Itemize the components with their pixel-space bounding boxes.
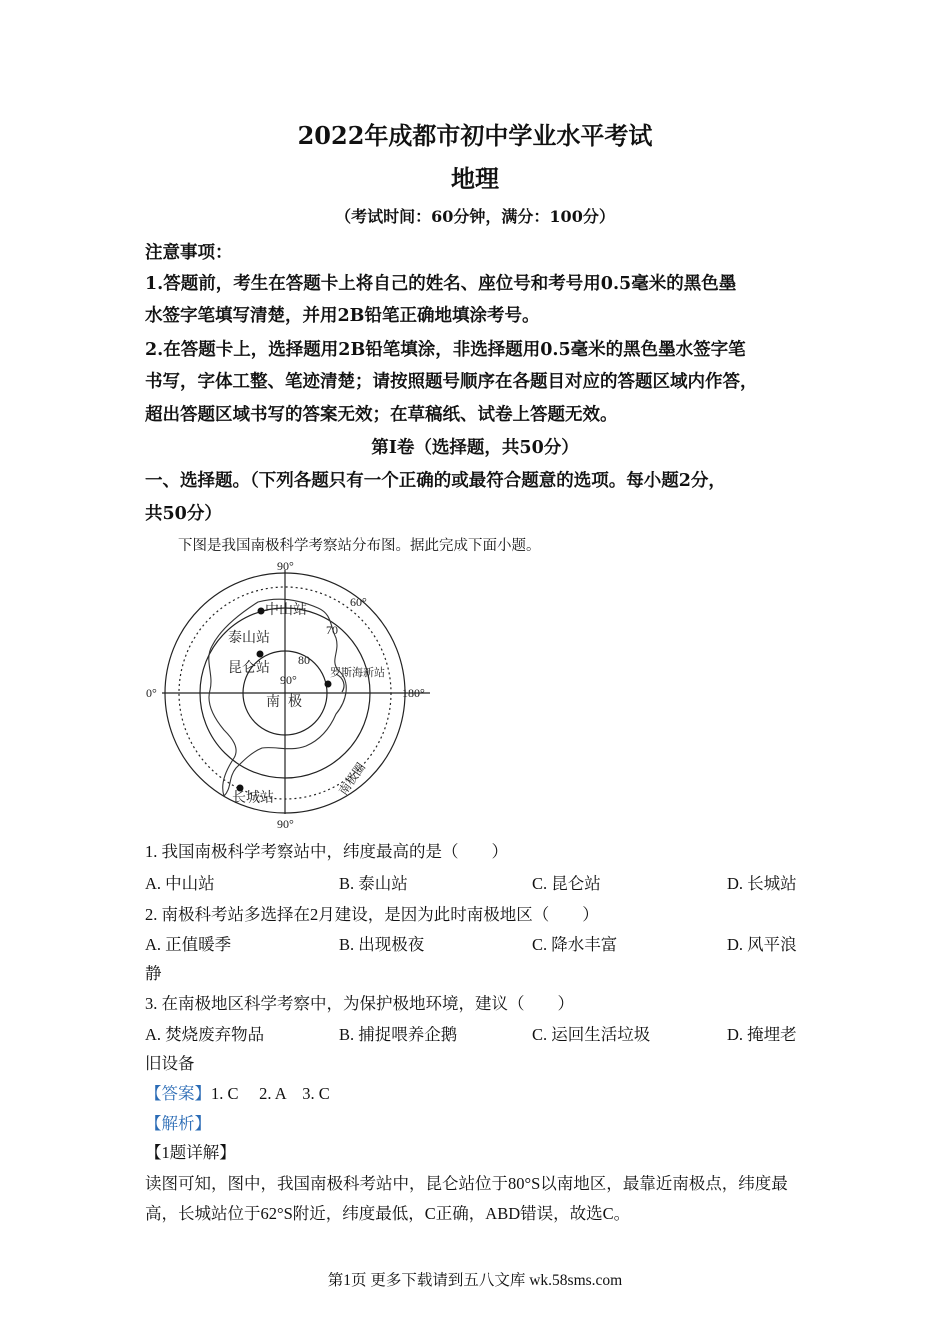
notice-heading: 注意事项： xyxy=(145,243,233,263)
lat-70-label: 70 xyxy=(326,623,338,637)
luosi-station-label: 罗斯海新站 xyxy=(330,666,385,679)
lon-bottom-label: 90° xyxy=(277,817,294,831)
question-3-option-d: D. 掩埋老 xyxy=(727,1025,797,1044)
lat-60-label: 60° xyxy=(350,595,367,609)
exam-info: （考试时间：60分钟，满分：100分） xyxy=(335,207,615,226)
answer-label: 【答案】 xyxy=(145,1084,211,1103)
zhongshan-station-label: 中山站 xyxy=(265,602,307,618)
lon-right-label: 180° xyxy=(402,686,425,700)
answer-text: 1. C 2. A 3. C xyxy=(211,1084,330,1103)
page-footer: 第1页 更多下载请到五八文库 wk.58sms.com xyxy=(327,1272,623,1289)
question-1-option-c: C. 昆仑站 xyxy=(532,874,601,893)
notice-item2-line3: 超出答题区域书写的答案无效；在草稿纸、试卷上答题无效。 xyxy=(145,405,618,425)
exam-title: 2022年成都市初中学业水平考试 xyxy=(297,121,653,150)
notice-item2-line1: 2.在答题卡上，选择题用2B铅笔填涂，非选择题用0.5毫米的黑色墨水签字笔 xyxy=(145,340,746,360)
pole-label-1: 南 xyxy=(266,694,280,710)
lon-left-label: 0° xyxy=(146,686,157,700)
pole-label-2: 极 xyxy=(288,694,302,710)
question-2-stem: 2. 南极科考站多选择在2月建设，是因为此时南极地区（ ） xyxy=(145,905,599,924)
analysis-label: 【解析】 xyxy=(145,1114,211,1133)
lat-90-label: 90° xyxy=(280,673,297,687)
question-1-stem: 1. 我国南极科学考察站中，纬度最高的是（ ） xyxy=(145,842,508,861)
luosi-station-marker xyxy=(325,681,332,688)
lat-80-label: 80 xyxy=(298,653,310,667)
question-3-option-a: A. 焚烧废弃物品 xyxy=(145,1025,265,1044)
section-heading-line1: 一、选择题。（下列各题只有一个正确的或最符合题意的选项。每小题2分， xyxy=(145,471,726,491)
notice-item1-line1: 1.答题前，考生在答题卡上将自己的姓名、座位号和考号用0.5毫米的黑色墨 xyxy=(145,274,737,294)
changcheng-station-label: 长城站 xyxy=(232,790,274,806)
question-3-stem: 3. 在南极地区科学考察中，为保护极地环境，建议（ ） xyxy=(145,994,574,1013)
exam-subject: 地理 xyxy=(451,164,499,193)
volume-title: 第Ⅰ卷（选择题，共50分） xyxy=(371,438,579,458)
detail-line1: 读图可知，图中，我国南极科考站中，昆仑站位于80°S以南地区，最靠近南极点，纬度最 xyxy=(145,1174,788,1193)
question-1-option-d: D. 长城站 xyxy=(727,874,797,893)
kunlun-station-label: 昆仑站 xyxy=(228,660,270,676)
notice-item2-line2: 书写，字体工整、笔迹清楚；请按照题号顺序在各题目对应的答题区域内作答， xyxy=(145,372,758,392)
lon-top-label: 90° xyxy=(277,559,294,573)
antarctic-circle-label: 南极圈 xyxy=(335,760,369,798)
detail-heading: 【1题详解】 xyxy=(145,1143,236,1162)
question-2-option-d: D. 风平浪 xyxy=(727,935,797,954)
question-2-option-a: A. 正值暖季 xyxy=(145,935,232,954)
detail-line2: 高，长城站位于62°S附近，纬度最低，C正确，ABD错误，故选C。 xyxy=(145,1204,631,1223)
taishan-station-label: 泰山站 xyxy=(228,630,270,646)
question-1-option-b: B. 泰山站 xyxy=(339,874,408,893)
question-1-option-a: A. 中山站 xyxy=(145,874,215,893)
zhongshan-station-marker xyxy=(258,608,265,615)
map-intro: 下图是我国南极科学考察站分布图。据此完成下面小题。 xyxy=(178,538,541,554)
section-heading-line2: 共50分） xyxy=(145,504,222,524)
question-3-option-c: C. 运回生活垃圾 xyxy=(532,1025,651,1044)
question-3-option-b: B. 捕捉喂养企鹅 xyxy=(339,1025,458,1044)
kunlun-station-marker xyxy=(257,651,264,658)
antarctic-station-map xyxy=(140,556,445,836)
question-2-option-c: C. 降水丰富 xyxy=(532,935,618,954)
notice-item1-line2: 水签字笔填写清楚，并用2B铅笔正确地填涂考号。 xyxy=(145,306,540,326)
question-3-option-d-wrap: 旧设备 xyxy=(145,1054,195,1073)
question-2-option-b: B. 出现极夜 xyxy=(339,935,425,954)
answer-line xyxy=(145,1080,330,1104)
question-2-option-d-wrap: 静 xyxy=(145,964,162,983)
